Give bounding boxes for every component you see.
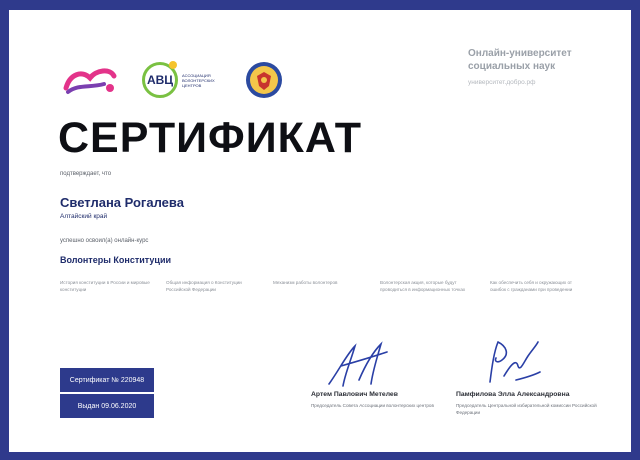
signer-role: Председатель Совета Ассоциации волонтерских центров [311, 403, 434, 408]
module-item: Волонтерская акция, которые будут проводиться в информационных точках [380, 280, 466, 292]
issue-date-badge: Выдан 09.06.2020 [60, 394, 154, 418]
confirms-text: подтверждает, что [60, 171, 112, 177]
module-item: История конституции в России и мировые конституции [60, 280, 150, 292]
avc-logo-circle: АВЦ [142, 62, 178, 98]
university-url: университет.добро.рф [468, 79, 536, 86]
signer-name: Памфилова Элла Александровна [456, 391, 570, 398]
certificate-number-badge: Сертификат № 220948 [60, 368, 154, 392]
course-title: Волонтеры Конституции [60, 255, 172, 265]
dobro-logo-icon [60, 62, 118, 98]
recipient-name: Светлана Рогалева [60, 195, 184, 210]
avc-logo [142, 62, 220, 98]
module-item: Как обеспечить себя и окружающих от ошибок с гражданами при проведении [490, 280, 573, 292]
signature-pamfilova [480, 336, 544, 390]
module-item: Общая информация о Конституции Российской Федерации [166, 280, 242, 292]
passed-course-text: успешно освоил(а) онлайн-курс [60, 238, 149, 244]
recipient-region: Алтайский край [60, 213, 108, 220]
logos-row [60, 55, 284, 105]
university-block [468, 47, 608, 86]
signer-name: Артем Павлович Метелев [311, 391, 398, 398]
avc-logo-caption: АССОЦИАЦИЯ ВОЛОНТЕРСКИХ ЦЕНТРОВ [182, 72, 215, 88]
signer-role: Председатель Центральной избирательной комиссии Российской Федерации [456, 403, 597, 415]
certificate-title: СЕРТИФИКАТ [58, 114, 363, 162]
emblem-icon [244, 60, 284, 100]
university-title: Онлайн-университет социальных наук [468, 48, 572, 72]
module-item: Механизм работы волонтеров [273, 280, 338, 285]
signature-metelev [325, 340, 395, 390]
